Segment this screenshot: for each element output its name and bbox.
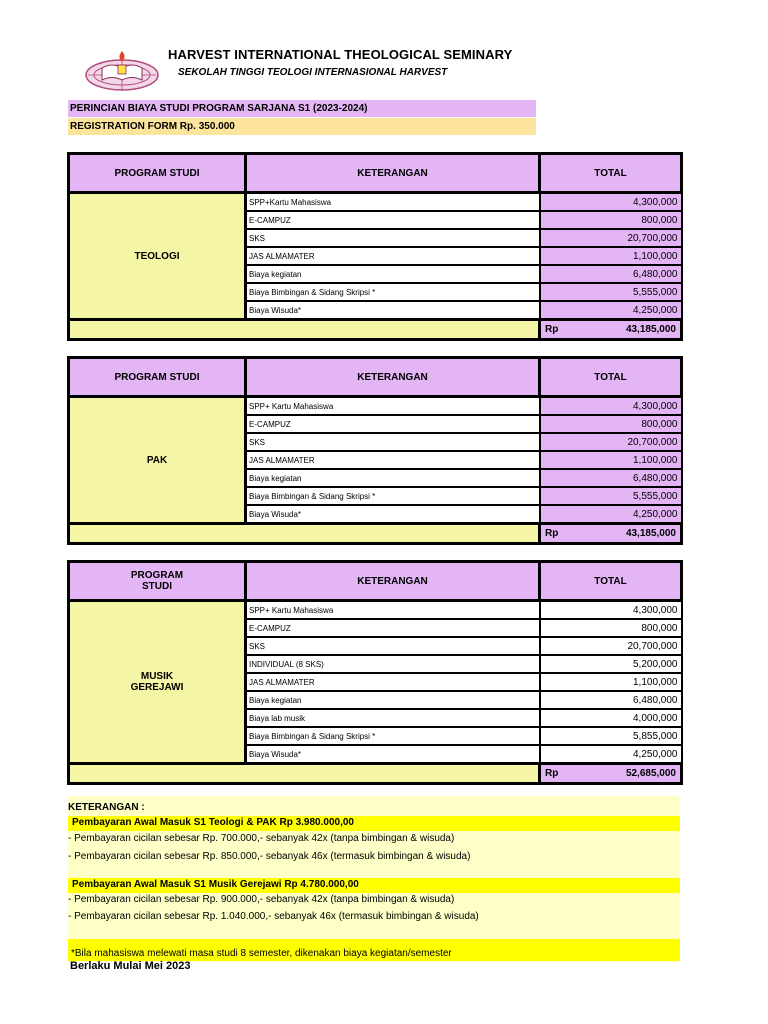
fee-item-label: Biaya Bimbingan & Sidang Skripsi * [246,487,540,505]
column-header-program: PROGRAM STUDI [69,358,246,397]
column-header-program [69,562,246,601]
fee-item-label: JAS ALMAMATER [246,247,540,265]
fee-item-label: INDIVIDUAL (8 SKS) [246,655,540,673]
column-header-total: TOTAL [540,562,682,601]
seminary-title: HARVEST INTERNATIONAL THEOLOGICAL SEMINARY [168,47,513,62]
fee-item-label: SPP+Kartu Mahasiswa [246,193,540,212]
fee-table-musik-gerejawi [67,560,683,785]
fee-item-amount: 5,555,000 [540,283,682,301]
notes-group2-title: Pembayaran Awal Masuk S1 Musik Gerejawi Rp 4.780.000,00 [72,879,359,890]
fee-item-label: E-CAMPUZ [246,211,540,229]
fee-item-amount: 4,250,000 [540,301,682,320]
fee-item-amount: 5,200,000 [540,655,682,673]
total-amount: 43,185,000 [625,324,676,335]
fee-item-label: Biaya kegiatan [246,691,540,709]
fee-item-amount: 4,300,000 [540,193,682,212]
fee-item-amount: 800,000 [540,619,682,637]
footnote: *Bila mahasiswa melewati masa studi 8 semester, dikenakan biaya kegiatan/semester [71,948,452,959]
fee-item-label: JAS ALMAMATER [246,673,540,691]
fee-item-amount: 20,700,000 [540,229,682,247]
fee-item-amount: 4,300,000 [540,601,682,620]
program-name-line: GEREJAWI [130,682,184,693]
currency-label: Rp [545,324,559,335]
program-name: TEOLOGI [69,193,246,320]
fee-item-amount: 5,855,000 [540,727,682,745]
fee-breakdown-heading: PERINCIAN BIAYA STUDI PROGRAM SARJANA S1 (2023-2024) [68,100,536,117]
fee-item-amount: 20,700,000 [540,637,682,655]
program-name: PAK [69,397,246,524]
fee-item-label: E-CAMPUZ [246,619,540,637]
fee-item-amount: 6,480,000 [540,691,682,709]
fee-item-label: SKS [246,637,540,655]
program-name [69,601,246,764]
fee-item-amount: 1,100,000 [540,247,682,265]
fee-item-amount: 1,100,000 [540,451,682,469]
program-name-line: MUSIK [140,671,174,682]
fee-item-amount: 1,100,000 [540,673,682,691]
notes-group1-title: Pembayaran Awal Masuk S1 Teologi & PAK Rp 3.980.000,00 [72,817,354,828]
notes-group2-line: - Pembayaran cicilan sebesar Rp. 1.040.000,- sebanyak 46x (termasuk bimbingan & wisuda) [68,911,479,922]
fee-item-label: Biaya kegiatan [246,265,540,283]
fee-item-label: Biaya Bimbingan & Sidang Skripsi * [246,283,540,301]
fee-item-amount: 800,000 [540,211,682,229]
total-cell [540,524,682,544]
fee-item-label: Biaya Wisuda* [246,301,540,320]
fee-table-teologi [67,152,683,341]
fee-item-amount: 4,000,000 [540,709,682,727]
total-row-spacer [69,320,540,340]
column-header-total: TOTAL [540,358,682,397]
fee-item-amount: 4,250,000 [540,505,682,524]
seminary-logo [84,48,160,94]
fee-item-label: Biaya lab musik [246,709,540,727]
total-cell [540,764,682,784]
fee-item-label: Biaya Wisuda* [246,505,540,524]
fee-item-label: Biaya kegiatan [246,469,540,487]
fee-item-label: SPP+ Kartu Mahasiswa [246,601,540,620]
notes-heading: KETERANGAN : [68,802,145,813]
notes-group1-line: - Pembayaran cicilan sebesar Rp. 850.000,- sebanyak 46x (termasuk bimbingan & wisuda) [68,851,471,862]
column-header-description: KETERANGAN [246,562,540,601]
fee-item-amount: 20,700,000 [540,433,682,451]
column-header-program: PROGRAM STUDI [69,154,246,193]
fee-item-amount: 800,000 [540,415,682,433]
total-amount: 52,685,000 [625,768,676,779]
column-header-description: KETERANGAN [246,358,540,397]
fee-item-label: Biaya Bimbingan & Sidang Skripsi * [246,727,540,745]
fee-item-label: SPP+ Kartu Mahasiswa [246,397,540,416]
fee-item-label: Biaya Wisuda* [246,745,540,764]
total-amount: 43,185,000 [625,528,676,539]
seminary-subtitle: SEKOLAH TINGGI TEOLOGI INTERNASIONAL HARVEST [178,67,448,78]
notes-group1-line: - Pembayaran cicilan sebesar Rp. 700.000,- sebanyak 42x (tanpa bimbingan & wisuda) [68,833,455,844]
total-row-spacer [69,764,540,784]
fee-item-amount: 5,555,000 [540,487,682,505]
notes-group2-line: - Pembayaran cicilan sebesar Rp. 900.000,- sebanyak 42x (tanpa bimbingan & wisuda) [68,894,455,905]
registration-fee: REGISTRATION FORM Rp. 350.000 [68,118,536,135]
fee-item-amount: 4,250,000 [540,745,682,764]
fee-item-amount: 6,480,000 [540,469,682,487]
currency-label: Rp [545,528,559,539]
effective-date: Berlaku Mulai Mei 2023 [70,960,191,972]
total-cell [540,320,682,340]
program-header-line: STUDI [142,581,172,592]
fee-item-amount: 6,480,000 [540,265,682,283]
column-header-total: TOTAL [540,154,682,193]
fee-item-label: E-CAMPUZ [246,415,540,433]
fee-item-amount: 4,300,000 [540,397,682,416]
program-header-line: PROGRAM [130,570,184,581]
fee-item-label: SKS [246,433,540,451]
fee-table-pak [67,356,683,545]
currency-label: Rp [545,768,559,779]
fee-item-label: JAS ALMAMATER [246,451,540,469]
total-row-spacer [69,524,540,544]
fee-item-label: SKS [246,229,540,247]
column-header-description: KETERANGAN [246,154,540,193]
